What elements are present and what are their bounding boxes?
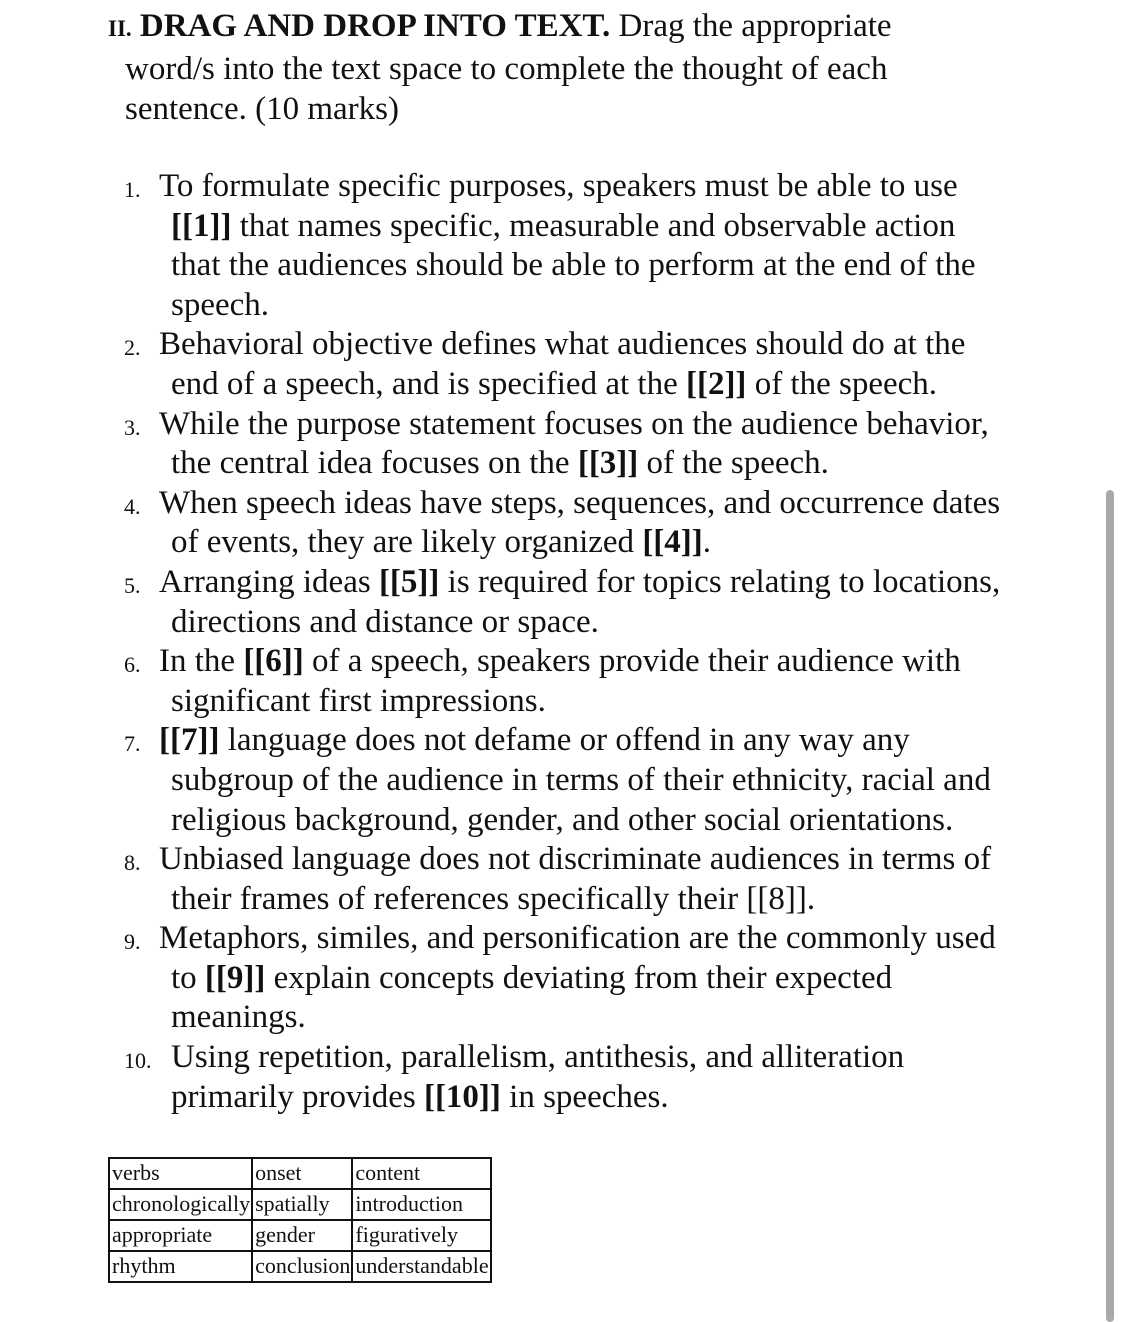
- question-text: to: [171, 959, 197, 996]
- question-10: [124, 1038, 1024, 1117]
- drop-zone-2[interactable]: [[2]]: [685, 365, 747, 402]
- question-number: 2.: [124, 335, 141, 361]
- draggable-word[interactable]: content: [352, 1158, 490, 1189]
- word-bank: [108, 1157, 492, 1283]
- draggable-word[interactable]: verbs: [109, 1158, 252, 1189]
- question-number: 8.: [124, 850, 141, 876]
- section-title: DRAG AND DROP INTO TEXT.: [139, 8, 611, 44]
- question-7: [124, 721, 1024, 840]
- draggable-word[interactable]: introduction: [352, 1189, 490, 1220]
- question-number: 10.: [124, 1048, 152, 1074]
- question-text: of a speech, speakers provide their audience with: [312, 643, 961, 680]
- question-text: .: [702, 524, 712, 561]
- word-bank-row: [109, 1158, 491, 1189]
- question-text: that names specific, measurable and observable action: [239, 207, 956, 244]
- word-bank-row: [109, 1251, 491, 1282]
- question-5: [124, 563, 1024, 642]
- drop-zone-10[interactable]: [[10]]: [423, 1078, 501, 1115]
- drop-zone-1[interactable]: [[1]]: [171, 207, 232, 244]
- draggable-word[interactable]: understandable: [352, 1251, 490, 1282]
- drop-zone-5[interactable]: [[5]]: [378, 563, 440, 600]
- question-text: Using repetition, parallelism, antithesis, and alliteration: [171, 1039, 905, 1076]
- question-text: of the speech.: [754, 365, 938, 402]
- section-instruction: Drag the appropriate word/s into the text space to complete the thought of each sentence. (10 marks): [125, 8, 892, 127]
- draggable-word[interactable]: figuratively: [352, 1220, 490, 1251]
- question-text: explain concepts deviating from their expected: [273, 959, 893, 996]
- question-text: their frames of references specifically their: [171, 880, 739, 917]
- section-header: [108, 6, 965, 129]
- drop-zone-7[interactable]: [[7]]: [159, 722, 220, 759]
- question-number: 6.: [124, 652, 141, 678]
- draggable-word[interactable]: chronologically: [109, 1189, 252, 1220]
- question-text: the central idea focuses on the: [171, 445, 570, 482]
- question-number: 9.: [124, 929, 141, 955]
- question-list: [124, 167, 1024, 1117]
- question-text: In the: [159, 643, 236, 680]
- question-text: language does not defame or offend in any way any: [227, 722, 910, 759]
- question-text: end of a speech, and is specified at the: [171, 365, 678, 402]
- question-text: of events, they are likely organized: [171, 524, 635, 561]
- question-text: religious background, gender, and other social orientations.: [171, 801, 954, 838]
- question-9: [124, 919, 1024, 1038]
- question-text: is required for topics relating to locations,: [447, 563, 1001, 600]
- question-text: directions and distance or space.: [171, 603, 599, 640]
- drop-zone-3[interactable]: [[3]]: [577, 445, 639, 482]
- draggable-word[interactable]: appropriate: [109, 1220, 252, 1251]
- question-text: Unbiased language does not discriminate audiences in terms of: [159, 841, 992, 878]
- question-text: To formulate specific purposes, speakers must be able to use: [159, 168, 958, 204]
- draggable-word[interactable]: gender: [252, 1220, 352, 1251]
- draggable-word[interactable]: conclusion: [252, 1251, 352, 1282]
- draggable-word[interactable]: onset: [252, 1158, 352, 1189]
- drop-zone-4[interactable]: [[4]]: [642, 524, 703, 561]
- word-bank-row: [109, 1220, 491, 1251]
- drop-zone-9[interactable]: [[9]]: [204, 959, 266, 996]
- question-text: speech.: [171, 286, 270, 323]
- question-text: .: [806, 880, 816, 917]
- question-8: [124, 840, 1024, 919]
- drop-zone-6[interactable]: [[6]]: [243, 643, 304, 680]
- question-number: 7.: [124, 731, 141, 757]
- question-number: 3.: [124, 414, 141, 440]
- question-text: Arranging ideas: [159, 563, 371, 600]
- question-text: When speech ideas have steps, sequences, and occurrence dates: [159, 484, 1001, 521]
- question-text: significant first impressions.: [171, 682, 546, 719]
- draggable-word[interactable]: rhythm: [109, 1251, 252, 1282]
- question-text: subgroup of the audience in terms of their ethnicity, racial and: [171, 761, 991, 798]
- question-text: of the speech.: [646, 445, 829, 482]
- question-number: 5.: [124, 572, 141, 598]
- question-4: [124, 484, 1024, 563]
- question-text: in speeches.: [509, 1078, 669, 1115]
- question-text: primarily provides: [171, 1078, 416, 1115]
- drop-zone-8[interactable]: [[8]]: [746, 880, 807, 917]
- section-number: II.: [108, 16, 132, 41]
- question-text: Behavioral objective defines what audiences should do at the: [159, 326, 966, 363]
- question-1: [124, 167, 1024, 325]
- question-text: While the purpose statement focuses on the audience behavior,: [159, 405, 989, 442]
- question-3: [124, 405, 1024, 484]
- question-2: [124, 325, 1024, 404]
- question-text: Metaphors, similes, and personification are the commonly used: [159, 920, 996, 957]
- question-number: 4.: [124, 493, 141, 519]
- draggable-word[interactable]: spatially: [252, 1189, 352, 1220]
- vertical-scrollbar[interactable]: [1106, 490, 1114, 1322]
- question-text: meanings.: [171, 999, 306, 1036]
- word-bank-row: [109, 1189, 491, 1220]
- question-6: [124, 642, 1024, 721]
- question-number: 1.: [124, 177, 141, 202]
- question-text: that the audiences should be able to perform at the end of the: [171, 247, 976, 284]
